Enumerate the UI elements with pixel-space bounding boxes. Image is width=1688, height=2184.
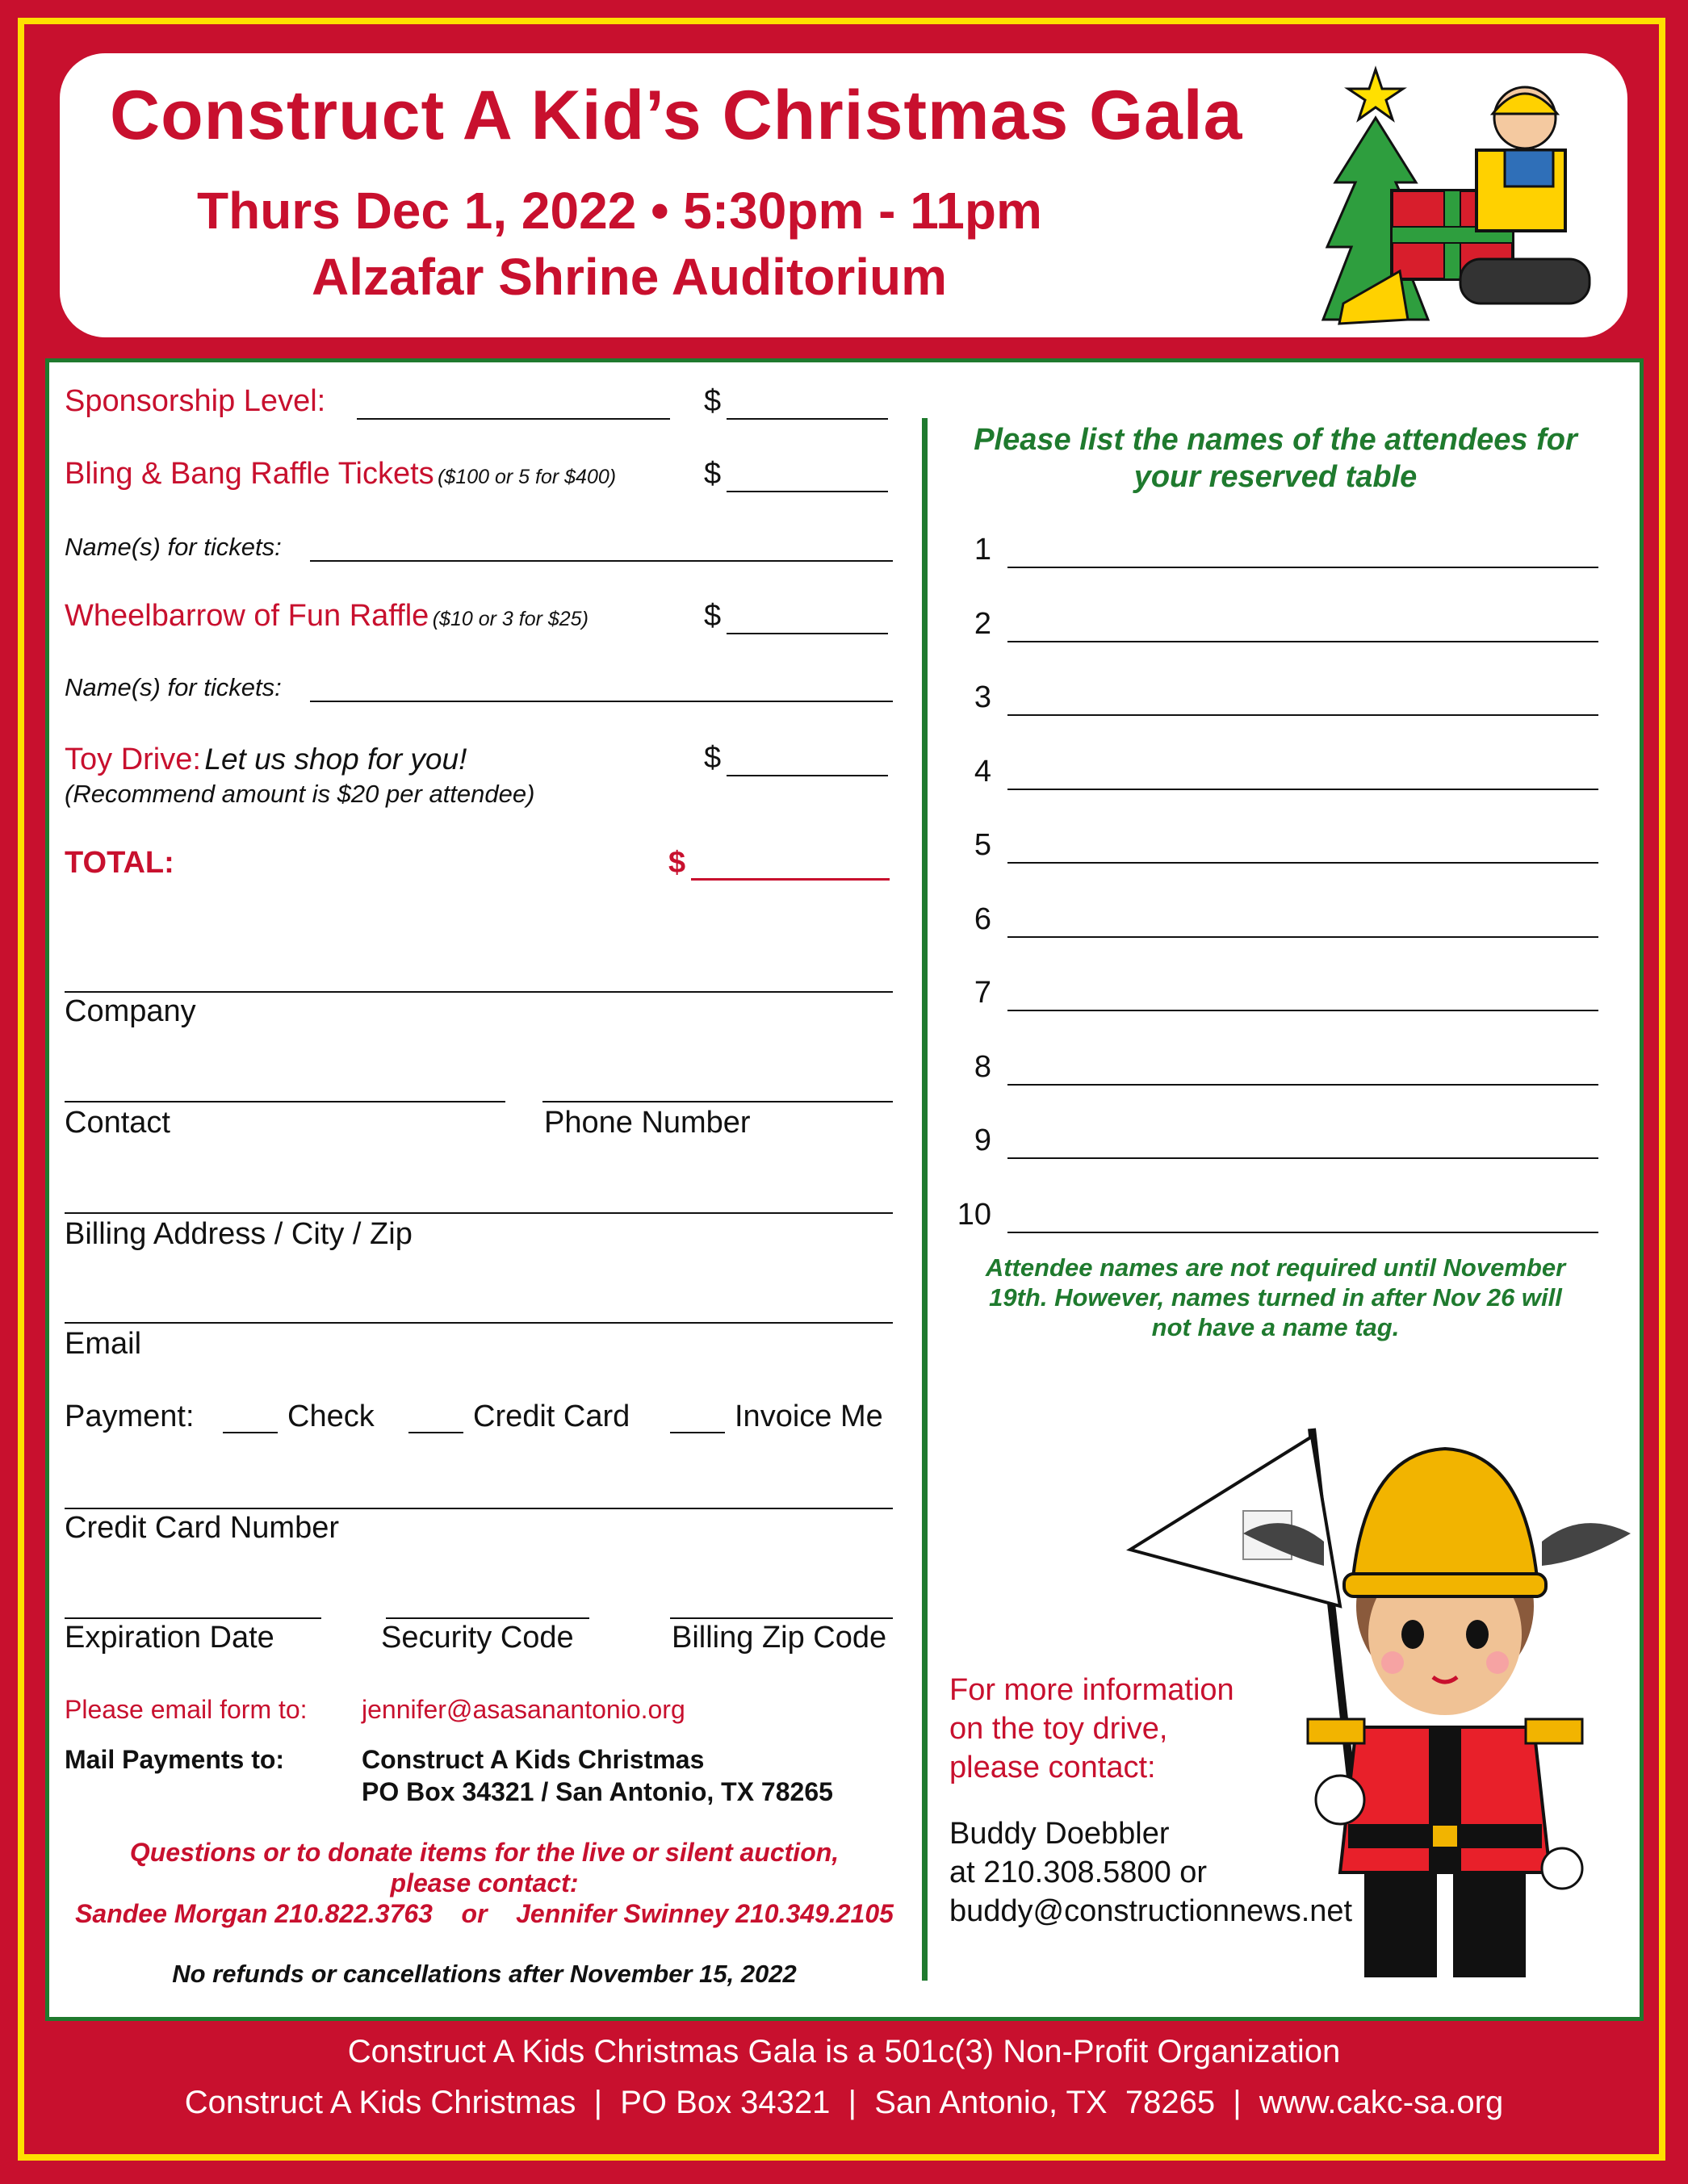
toy-drive-sub: Let us shop for you! xyxy=(204,743,467,776)
attendee-name-field[interactable] xyxy=(1007,567,1598,568)
toy-contact-name: Buddy Doebbler xyxy=(949,1817,1170,1851)
attendee-number: 6 xyxy=(974,902,991,936)
wheelbarrow-amount-field[interactable] xyxy=(727,633,888,634)
contact-label: Contact xyxy=(65,1106,170,1140)
questions-block xyxy=(65,1837,904,1929)
attendee-number: 3 xyxy=(974,680,991,714)
header-banner xyxy=(60,53,1627,337)
toy-drive-amount-field[interactable] xyxy=(727,775,888,776)
attendees-heading-line1: Please list the names of the attendees for xyxy=(974,423,1577,457)
attendees-note xyxy=(953,1253,1598,1342)
questions-line3: Sandee Morgan 210.822.3763 or Jennifer Swinney 210.349.2105 xyxy=(75,1899,894,1928)
bling-names-label: Name(s) for tickets: xyxy=(65,533,282,561)
payment-label: Payment: xyxy=(65,1400,195,1433)
footer-line1: Construct A Kids Christmas Gala is a 501c(3) Non-Profit Organization xyxy=(347,2034,1341,2069)
email-label: Email xyxy=(65,1327,142,1361)
toy-info-line2: on the toy drive, xyxy=(949,1712,1168,1746)
event-venue: Alzafar Shrine Auditorium xyxy=(312,248,948,306)
questions-line1: Questions or to donate items for the live or silent auction, xyxy=(129,1838,840,1867)
attendee-name-field[interactable] xyxy=(1007,1010,1598,1011)
mail-line1: Construct A Kids Christmas xyxy=(362,1745,705,1774)
billing-address-label: Billing Address / City / Zip xyxy=(65,1217,413,1251)
bling-row xyxy=(65,457,616,492)
email-form-label: Please email form to: xyxy=(65,1695,308,1724)
billing-zip-field[interactable] xyxy=(670,1617,893,1619)
footer xyxy=(0,2018,1688,2155)
total-dollar: $ xyxy=(668,846,686,880)
attendee-name-field[interactable] xyxy=(1007,1232,1598,1233)
page-title: Construct A Kid’s Christmas Gala xyxy=(110,77,1243,154)
expiration-label: Expiration Date xyxy=(65,1621,274,1655)
toy-info-line3: please contact: xyxy=(949,1751,1156,1784)
attendees-note-line3: not have a name tag. xyxy=(1151,1313,1400,1341)
mail-label: Mail Payments to: xyxy=(65,1745,285,1774)
attendee-number: 9 xyxy=(974,1123,991,1157)
attendee-name-field[interactable] xyxy=(1007,789,1598,790)
bling-names-field[interactable] xyxy=(310,560,893,562)
bling-amount-field[interactable] xyxy=(727,491,888,492)
billing-zip-label: Billing Zip Code xyxy=(672,1621,887,1655)
attendee-name-field[interactable] xyxy=(1007,641,1598,642)
wheelbarrow-names-label: Name(s) for tickets: xyxy=(65,673,282,701)
dollar-sign: $ xyxy=(704,599,722,633)
refunds-note: No refunds or cancellations after November 15, 2022 xyxy=(172,1960,797,1988)
sponsorship-level-field[interactable] xyxy=(357,418,670,420)
bulldozer-tree-logo-icon xyxy=(1319,61,1594,328)
attendees-heading-line2: your reserved table xyxy=(1133,460,1418,494)
contact-field[interactable] xyxy=(65,1101,505,1102)
mail-line2: PO Box 34321 / San Antonio, TX 78265 xyxy=(362,1777,833,1806)
attendee-number: 2 xyxy=(974,606,991,641)
invoice-blank[interactable] xyxy=(670,1432,725,1433)
attendees-note-line2: 19th. However, names turned in after Nov 26 will xyxy=(989,1283,1562,1312)
credit-card-blank[interactable] xyxy=(408,1432,463,1433)
attendee-number: 1 xyxy=(974,533,991,567)
attendees-heading xyxy=(953,421,1598,496)
toy-drive-row xyxy=(65,743,467,777)
toy-drive-label: Toy Drive: xyxy=(65,743,201,776)
wheelbarrow-row xyxy=(65,599,588,634)
toy-info-block xyxy=(949,1671,1352,1931)
company-label: Company xyxy=(65,994,196,1028)
toy-info-line1: For more information xyxy=(949,1673,1234,1707)
total-amount-field[interactable] xyxy=(691,878,890,881)
phone-field[interactable] xyxy=(542,1101,893,1102)
security-code-label: Security Code xyxy=(381,1621,574,1655)
dollar-sign: $ xyxy=(704,457,722,491)
company-field[interactable] xyxy=(65,991,893,993)
attendee-name-field[interactable] xyxy=(1007,1157,1598,1159)
invoice-option: Invoice Me xyxy=(735,1400,883,1433)
sponsorship-label: Sponsorship Level: xyxy=(65,384,326,418)
phone-label: Phone Number xyxy=(544,1106,751,1140)
attendee-number: 4 xyxy=(974,754,991,789)
toy-contact-email[interactable]: buddy@constructionnews.net xyxy=(949,1894,1353,1928)
attendee-number: 10 xyxy=(957,1197,991,1232)
wheelbarrow-names-field[interactable] xyxy=(310,701,893,702)
attendee-name-field[interactable] xyxy=(1007,1084,1598,1086)
wheelbarrow-label: Wheelbarrow of Fun Raffle xyxy=(65,599,429,633)
email-form-link[interactable]: jennifer@asasanantonio.org xyxy=(362,1695,685,1724)
expiration-field[interactable] xyxy=(65,1617,321,1619)
sponsorship-amount-field[interactable] xyxy=(727,418,888,420)
credit-card-option: Credit Card xyxy=(473,1400,630,1433)
check-option: Check xyxy=(287,1400,375,1433)
cc-number-label: Credit Card Number xyxy=(65,1511,339,1545)
billing-address-field[interactable] xyxy=(65,1212,893,1214)
email-field[interactable] xyxy=(65,1322,893,1324)
bling-price: ($100 or 5 for $400) xyxy=(438,466,617,488)
attendee-name-field[interactable] xyxy=(1007,862,1598,864)
cc-number-field[interactable] xyxy=(65,1508,893,1509)
security-code-field[interactable] xyxy=(386,1617,589,1619)
footer-line2: Construct A Kids Christmas | PO Box 34321 | San Antonio, TX 78265 | www.cakc-sa.org xyxy=(184,2085,1504,2120)
check-blank[interactable] xyxy=(223,1432,278,1433)
dollar-sign: $ xyxy=(704,741,722,775)
toy-contact-phone: at 210.308.5800 or xyxy=(949,1856,1208,1889)
toy-drive-note: (Recommend amount is $20 per attendee) xyxy=(65,780,535,808)
total-label: TOTAL: xyxy=(65,846,174,880)
wheelbarrow-price: ($10 or 3 for $25) xyxy=(432,608,588,630)
attendee-number: 7 xyxy=(974,976,991,1010)
attendee-number: 8 xyxy=(974,1049,991,1084)
dollar-sign: $ xyxy=(704,384,722,418)
attendee-name-field[interactable] xyxy=(1007,936,1598,938)
attendees-note-line1: Attendee names are not required until November xyxy=(985,1253,1566,1282)
column-divider xyxy=(922,418,928,1981)
questions-line2: please contact: xyxy=(390,1868,579,1897)
attendee-name-field[interactable] xyxy=(1007,714,1598,716)
event-date-time: Thurs Dec 1, 2022 • 5:30pm - 11pm xyxy=(197,182,1042,240)
bling-label: Bling & Bang Raffle Tickets xyxy=(65,457,434,491)
attendee-number: 5 xyxy=(974,828,991,862)
